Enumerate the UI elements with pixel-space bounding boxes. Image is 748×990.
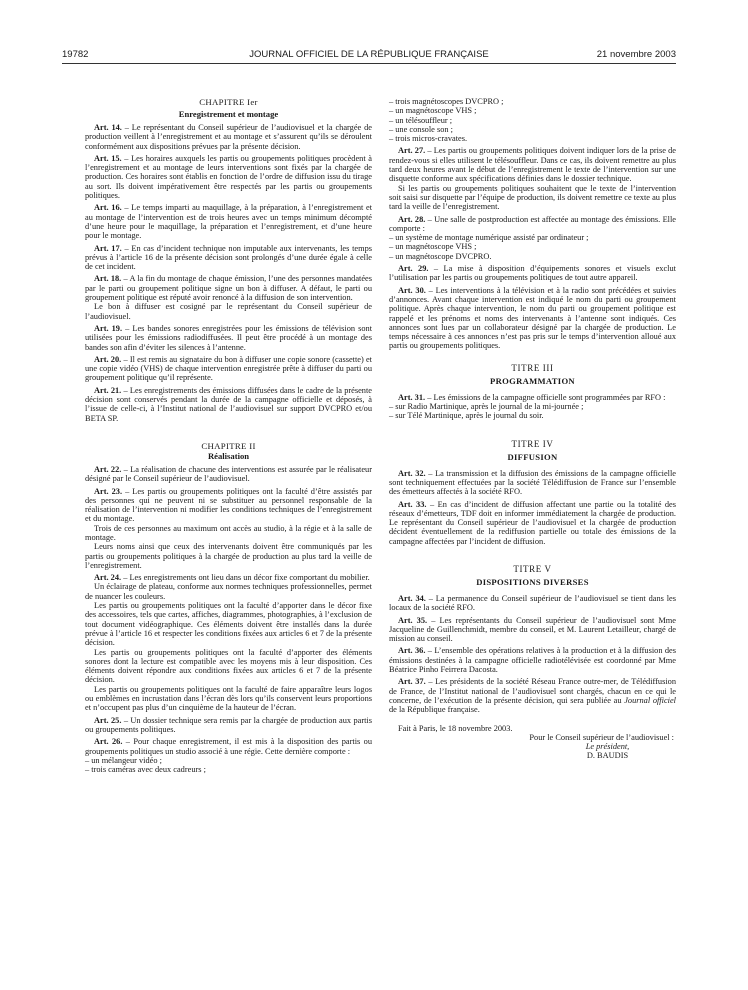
- list-item: – trois micros-cravates.: [389, 134, 468, 144]
- done-at: Fait à Paris, le 18 novembre 2003.: [398, 723, 513, 733]
- list-item: – un système de montage numérique assisté par ordinateur ;: [389, 233, 589, 243]
- titre-heading: TITRE V: [513, 563, 552, 574]
- titre-subheading: PROGRAMMATION: [490, 375, 575, 386]
- right-column: [389, 97, 676, 761]
- article-20: Art. 20. – Il est remis au signataire du bon à diffuser une copie sonore (cassette) et une copie vidéo (VHS) de chaque intervention enregistrée prête à diffuser du parti ou groupement politique qu’il représente.: [85, 354, 372, 383]
- list-item: – trois caméras avec deux cadreurs ;: [85, 765, 206, 775]
- publication-date: 21 novembre 2003: [596, 49, 676, 60]
- article-24: Art. 24. – Les enregistrements ont lieu dans un décor fixe comportant du mobilier.: [94, 573, 370, 583]
- list-item: – une console son ;: [389, 124, 453, 134]
- signature-name: D. BAUDIS: [586, 751, 629, 761]
- article-23: Art. 23. – Les partis ou groupements politiques ont la faculté d’être assistés par des personnes qui ne peuvent ni se substituer au personnel responsable de la réalisation de l’intervention ni modifier les conditions techniques de l’enregistrement et du montage.: [85, 486, 373, 524]
- journal-title: JOURNAL OFFICIEL DE LA RÉPUBLIQUE FRANÇAISE: [249, 49, 489, 60]
- article-24-paragraph: Les partis ou groupements politiques ont la faculté de faire apparaître leurs logos ou emblèmes en incrustation dans l’écran dès lors qu’ils conservent leurs proportions et n’occupent pas plus d’un cinquième de la hauteur de l’écran.: [85, 684, 372, 713]
- article-32: Art. 32. – La transmission et la diffusion des émissions de la campagne officielle sont techniquement effectuées par la société Télédiffusion de France sur l’ensemble des émetteurs affectés à la société RFO.: [389, 468, 677, 497]
- article-18-paragraph: Le bon à diffuser est cosigné par le représentant du Conseil supérieur de l’audiovisuel.: [85, 302, 372, 321]
- article-34: Art. 34. – La permanence du Conseil supérieur de l’audiovisuel se tient dans les locaux de la société RFO.: [389, 593, 676, 613]
- article-23-paragraph: Leurs noms ainsi que ceux des intervenants doivent être communiqués par les partis ou groupements politiques à la chargée de production au plus tard la veille de l’enregistrement.: [85, 542, 372, 570]
- chapter-title: CHAPITRE Ier: [199, 97, 258, 107]
- list-item: – un magnétoscope VHS ;: [389, 242, 477, 252]
- article-28: Art. 28. – Une salle de postproduction est affectée au montage des émissions. Elle comporte :: [389, 214, 676, 233]
- list-item: – trois magnétoscopes DVCPRO ;: [389, 97, 504, 106]
- titre-subheading: DISPOSITIONS DIVERSES: [476, 576, 589, 587]
- page-header: [62, 49, 676, 64]
- article-36: Art. 36. – L’ensemble des opérations relatives à la production et à la diffusion des émissions destinées à la campagne officielle radiotélévisée est coordonné par Mme Béatrice Pinho Feirrera Dacosta.: [389, 646, 676, 675]
- article-25: Art. 25. – Un dossier technique sera remis par la chargée de production aux partis ou groupements politiques.: [85, 715, 372, 734]
- chapter-title: CHAPITRE II: [201, 440, 256, 451]
- page-number: 19782: [62, 49, 89, 60]
- article-19: Art. 19. – Les bandes sonores enregistrées pour les émissions de télévision sont utilisées pour les émissions radiodiffusées. Il peut être procédé à un montage des bandes son afin d’éviter les silences à l’antenne.: [85, 323, 373, 352]
- titre-heading: TITRE III: [511, 362, 554, 373]
- article-27: Art. 27. – Les partis ou groupements politiques doivent indiquer lors de la prise de rendez-vous si elles utilisent le télésouffleur. Dans ce cas, ils doivent remettre au plus tard deux heures avant le début de l’enregistrement le texte de l’intervention sur une disquette conforme aux spécifications définies dans le dossier technique.: [389, 146, 676, 184]
- list-item: – sur Radio Martinique, après le journal de la mi-journée ;: [389, 402, 584, 412]
- list-item: – un magnétoscope DVCPRO.: [389, 251, 492, 261]
- article-30: Art. 30. – Les interventions à la télévision et à la radio sont précédées et suivies d’annonces. Avant chaque intervention est indiqué le nom du parti ou groupement politique. Après chaque intervention, le nom du parti ou groupement politique est rappelé et les prénoms et noms des intervenants à l’antenne sont indiqués. Ces annonces sont lues par un collaborateur désigné par la chargée de production. Le temps nécessaire à ces annonces n’est pas pris sur le temps d’intervention alloué aux partis ou groupements politiques.: [389, 285, 677, 351]
- article-14: Art. 14. – Le représentant du Conseil supérieur de l’audiovisuel et la chargée de production veillent à l’enregistrement et au montage et s’assurent qu’ils se déroulent conformément aux dispositions prévues par la présente décision.: [85, 123, 372, 151]
- signature-role: Le président,: [585, 742, 630, 752]
- article-24-paragraph: Les partis ou groupements politiques ont la faculté d’apporter dans le décor fixe des accessoires, tels que cartes, affiches, diagrammes, photographies, à l’exclusion de tout document vidéographique. Ces éléments doivent être installés dans la durée prévue à l’article 16 et respecter les conditions fixées aux articles 6 et 7 de la présente décision.: [85, 601, 372, 648]
- titre-heading: TITRE IV: [511, 438, 554, 449]
- article-16: Art. 16. – Le temps imparti au maquillage, à la préparation, à l’enregistrement et au montage de l’intervention est de trois heures avec un temps minimum décompté d’une heure pour le maquillage, la préparation et l’enregistrement, et d’une heure pour le montage.: [85, 203, 373, 241]
- article-33: Art. 33. – En cas d’incident de diffusion affectant une partie ou la totalité des réseaux d’émetteurs, TDF doit en informer immédiatement la chargée de production. Le représentant du Conseil supérieur de l’audiovisuel et la chargée de production décident éventuellement de la rediffusion partielle ou totale des émissions de la campagne affectées par l’incident de diffusion.: [389, 499, 677, 546]
- article-31: Art. 31. – Les émissions de la campagne officielle sont programmées par RFO :: [398, 392, 666, 402]
- article-26: Art. 26. – Pour chaque enregistrement, il est mis à la disposition des partis ou groupements politiques un studio associé à une régie. Cette dernière comporte :: [85, 737, 373, 756]
- list-item: – sur Télé Martinique, après le journal du soir.: [389, 411, 544, 421]
- article-23-paragraph: Trois de ces personnes au maximum ont accès au studio, à la régie et à la salle de montage.: [85, 523, 372, 542]
- article-24-paragraph: Un éclairage de plateau, conforme aux normes techniques professionnelles, permet de nuancer les couleurs.: [85, 582, 372, 601]
- article-18: Art. 18. – A la fin du montage de chaque émission, l’une des personnes mandatées par le parti ou groupement politique signe un bon à diffuser. A défaut, le parti ou groupement politique est réputé avoir renoncé à la diffusion de son intervention.: [85, 274, 373, 303]
- article-15: Art. 15. – Les horaires auxquels les partis ou groupements politiques procèdent à l’enregistrement et au montage de leurs interventions sont fixés par la chargée de production. Ces horaires sont établis en fonction de l’ordre de diffusion issu du tirage au sort. Ils doivent impérativement être respectés par les partis ou groupements politiques.: [85, 153, 372, 201]
- article-27-paragraph: Si les partis ou groupements politiques souhaitent que le texte de l’intervention soit saisi sur disquette par l’équipe de production, ils doivent remettre ce texte au plus tard la veille de l’enregistrement.: [389, 183, 676, 212]
- list-item: – un mélangeur vidéo ;: [85, 755, 162, 765]
- article-21: Art. 21. – Les enregistrements des émissions diffusées dans le cadre de la présente décision sont conservés pendant la durée de la campagne officielle et déposés, à l’issue de celle-ci, à l’Institut national de l’audiovisuel sur support DVCPRO et/ou BETA SP.: [85, 385, 373, 423]
- chapter-subtitle: Réalisation: [207, 450, 250, 461]
- article-17: Art. 17. – En cas d’incident technique non imputable aux intervenants, les temps prévus à l’article 16 de la présente décision sont prolongés d’une durée égale à celle de cet incident.: [85, 243, 373, 272]
- titre-subheading: DIFFUSION: [507, 451, 558, 462]
- chapter-subtitle: Enregistrement et montage: [178, 109, 279, 119]
- article-22: Art. 22. – La réalisation de chacune des interventions est assurée par le réalisateur désigné par le Conseil supérieur de l’audiovisuel.: [85, 464, 373, 484]
- left-column: [85, 97, 372, 774]
- signature-for: Pour le Conseil supérieur de l’audiovisuel :: [529, 732, 674, 742]
- article-29: Art. 29. – La mise à disposition d’équipements sonores et visuels exclut l’utilisation par les partis ou groupements politiques de tout autre appareil.: [389, 264, 676, 283]
- list-item: – un magnétoscope VHS ;: [389, 106, 477, 116]
- article-35: Art. 35. – Les représentants du Conseil supérieur de l’audiovisuel sont Mme Jacqueline de Guillenchmidt, membre du conseil, et M. Laurent Letailleur, chargé de mission au conseil.: [389, 615, 676, 644]
- list-item: – un télésouffleur ;: [389, 115, 453, 125]
- article-37: Art. 37. – Les présidents de la société Réseau France outre-mer, de Télédiffusion de France, de l’Institut national de l’audiovisuel sont chargés, chacun en ce qui le concerne, de l’exécution de la présente décision, qui sera publiée au Journal officiel de la République française.: [389, 677, 676, 715]
- article-24-paragraph: Les partis ou groupements politiques ont la faculté d’apporter des éléments sonores dont la lecture est compatible avec les moyens mis à leur disposition. Ces éléments doivent répondre aux conditions fixées aux articles 6 et 7 de la présente décision.: [85, 647, 372, 685]
